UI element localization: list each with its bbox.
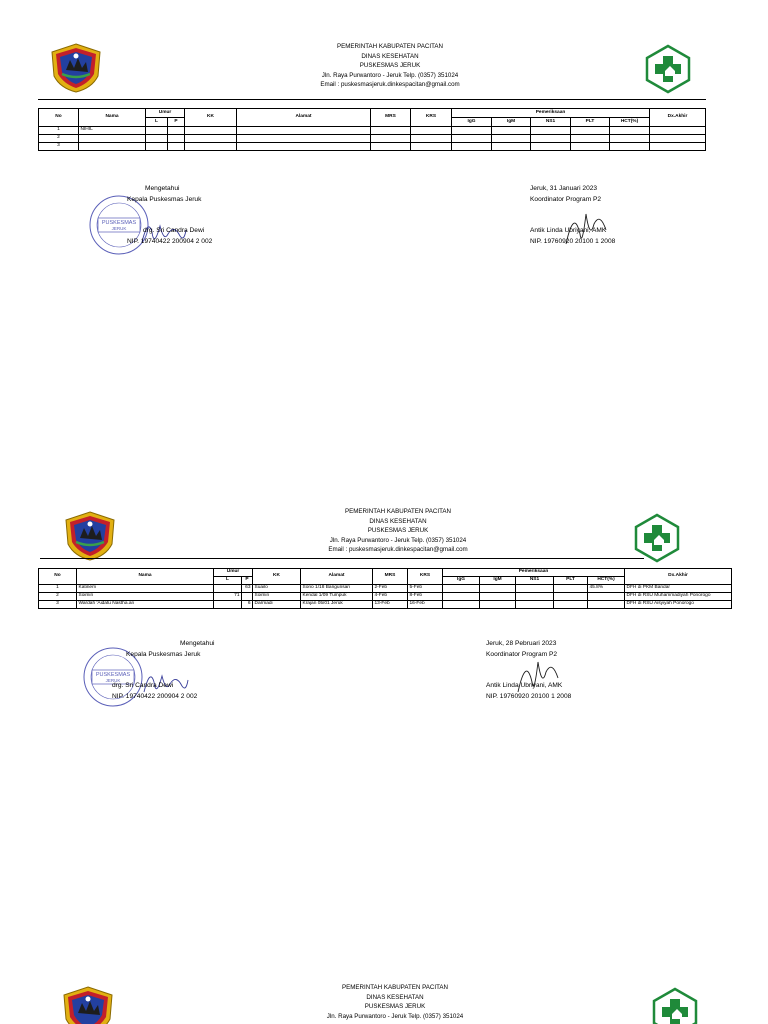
head-title: Kepala Puskesmas Jeruk <box>127 195 202 203</box>
col-umur: Umur <box>146 109 185 118</box>
col-kk: KK <box>185 109 237 127</box>
clinic-address: Jln. Raya Purwantoro - Jeruk Telp. (0357) 351024 <box>329 536 467 544</box>
clinic-name: PUSKESMAS JERUK <box>367 527 429 534</box>
col-igg: IgG <box>443 577 480 585</box>
cell-krs: 16-Feb <box>408 601 443 609</box>
col-nama: Nama <box>79 109 146 127</box>
stamp-line1: PUSKESMAS <box>101 220 137 226</box>
col-igm: IgM <box>492 118 531 127</box>
cell-kk: Darmadi <box>253 601 301 609</box>
stamp-line2: JERUK <box>105 678 121 683</box>
cell-p: 63 <box>242 585 253 593</box>
department-name: DINAS KESEHATAN <box>366 993 424 1001</box>
cell-no: 3 <box>39 601 77 609</box>
col-ns1: NS1 <box>516 577 554 585</box>
col-hct: HCT(%) <box>588 577 625 585</box>
col-dx-akhir: Dx.Akhir <box>625 569 732 585</box>
cell-no: 3 <box>39 143 79 151</box>
col-krs: KRS <box>408 569 443 585</box>
col-l: L <box>214 577 242 585</box>
cell-dx: DFH di RSU Muhammadiyah Ponorogo <box>625 593 732 601</box>
cell-p: 6 <box>242 601 253 609</box>
col-p: P <box>168 118 185 127</box>
col-no: No <box>39 569 77 585</box>
cell-no: 1 <box>39 585 77 593</box>
head-name: drg. Sri Candra Dewi <box>143 227 205 234</box>
cell-mrs: 2-Feb <box>373 585 408 593</box>
cell-hct: 45.8% <box>588 585 625 593</box>
coordinator-nip: NIP. 19760920 20100 1 2008 <box>486 692 572 700</box>
col-plt: PLT <box>571 118 610 127</box>
report-date: Jeruk, 31 Januari 2023 <box>530 185 598 192</box>
col-igg: IgG <box>452 118 492 127</box>
cell-nama: Soimin <box>77 593 214 601</box>
acknowledge-label: Mengetahui <box>180 640 215 647</box>
col-ns1: NS1 <box>531 118 571 127</box>
coordinator-title: Koordinator Program P2 <box>530 195 602 203</box>
letterhead <box>0 983 768 1024</box>
stamp-line2: JERUK <box>111 226 127 231</box>
clinic-address: Jln. Raya Purwantoro - Jeruk Telp. (0357) 351024 <box>326 1012 464 1020</box>
cell-kk: Soimin <box>253 593 301 601</box>
coordinator-name: Antik Linda Ubriyani, AMK <box>530 227 607 234</box>
clinic-email: Email : puskesmasjeruk.dinkespacitan@gmail.com <box>328 546 468 553</box>
stamp-line1: PUSKESMAS <box>95 672 131 678</box>
col-igm: IgM <box>480 577 516 585</box>
col-plt: PLT <box>554 577 588 585</box>
col-kk: KK <box>253 569 301 585</box>
cell-krs: 8-Feb <box>408 593 443 601</box>
col-dx-akhir: Dx.Akhir <box>650 109 706 127</box>
department-name: DINAS KESEHATAN <box>361 52 419 60</box>
cell-l: 71 <box>214 593 242 601</box>
cell-nama: NIHIL <box>79 127 146 135</box>
government-name: PEMERINTAH KABUPATEN PACITAN <box>337 43 443 50</box>
clinic-address: Jln. Raya Purwantoro - Jeruk Telp. (0357) 351024 <box>321 71 459 79</box>
coordinator-title: Koordinator Program P2 <box>486 650 558 658</box>
clinic-name: PUSKESMAS JERUK <box>364 1003 426 1010</box>
health-cross-logo-icon <box>650 987 700 1024</box>
cell-kk: Suailo <box>253 585 301 593</box>
department-name: DINAS KESEHATAN <box>369 517 427 525</box>
clinic-name: PUSKESMAS JERUK <box>359 62 421 69</box>
acknowledge-label: Mengetahui <box>145 185 180 192</box>
government-name: PEMERINTAH KABUPATEN PACITAN <box>342 984 448 991</box>
report-date: Jeruk, 28 Pebruari 2023 <box>486 640 557 647</box>
cell-nama: Katinem <box>77 585 214 593</box>
cell-alamat: Sono 1/18 Bangunsari <box>301 585 373 593</box>
coordinator-name: Antik Linda Ubriyani, AMK <box>486 682 563 689</box>
col-alamat: Alamat <box>301 569 373 585</box>
col-krs: KRS <box>411 109 452 127</box>
col-alamat: Alamat <box>237 109 371 127</box>
cell-alamat: Kendal 1/09 Tumpuk <box>301 593 373 601</box>
head-nip: NIP. 19740422 200904 2 002 <box>112 692 198 700</box>
pacitan-regency-logo-icon <box>60 985 116 1024</box>
cell-no: 2 <box>39 135 79 143</box>
head-name: drg. Sri Candra Dewi <box>112 682 174 689</box>
col-hct: HCT(%) <box>610 118 650 127</box>
letterhead-text <box>205 983 585 1021</box>
cell-nama: Wardah 'Aidatu Nastha.an <box>77 601 214 609</box>
cell-dx: DFH di PKM Bandar <box>625 585 732 593</box>
col-p: P <box>242 577 253 585</box>
cell-krs: 5-Feb <box>408 585 443 593</box>
clinic-email: Email : puskesmasjeruk.dinkespacitan@gmail.com <box>320 81 460 88</box>
cell-no: 1 <box>39 127 79 135</box>
col-mrs: MRS <box>371 109 411 127</box>
government-name: PEMERINTAH KABUPATEN PACITAN <box>345 508 451 515</box>
col-l: L <box>146 118 168 127</box>
col-mrs: MRS <box>373 569 408 585</box>
col-pemeriksaan: Pemeriksaan <box>443 569 625 577</box>
cell-mrs: 13-Feb <box>373 601 408 609</box>
col-no: No <box>39 109 79 127</box>
head-nip: NIP. 19740422 200904 2 002 <box>127 237 213 245</box>
cell-dx: DFH di RSU Aisyiyah Ponorogo <box>625 601 732 609</box>
cell-alamat: Krajan 05/01 Jeruk <box>301 601 373 609</box>
head-title: Kepala Puskesmas Jeruk <box>126 650 201 658</box>
cell-mrs: 4-Feb <box>373 593 408 601</box>
col-nama: Nama <box>77 569 214 585</box>
col-umur: Umur <box>214 569 253 577</box>
col-pemeriksaan: Pemeriksaan <box>452 109 650 118</box>
cell-no: 2 <box>39 593 77 601</box>
coordinator-nip: NIP. 19760920 20100 1 2008 <box>530 237 616 245</box>
